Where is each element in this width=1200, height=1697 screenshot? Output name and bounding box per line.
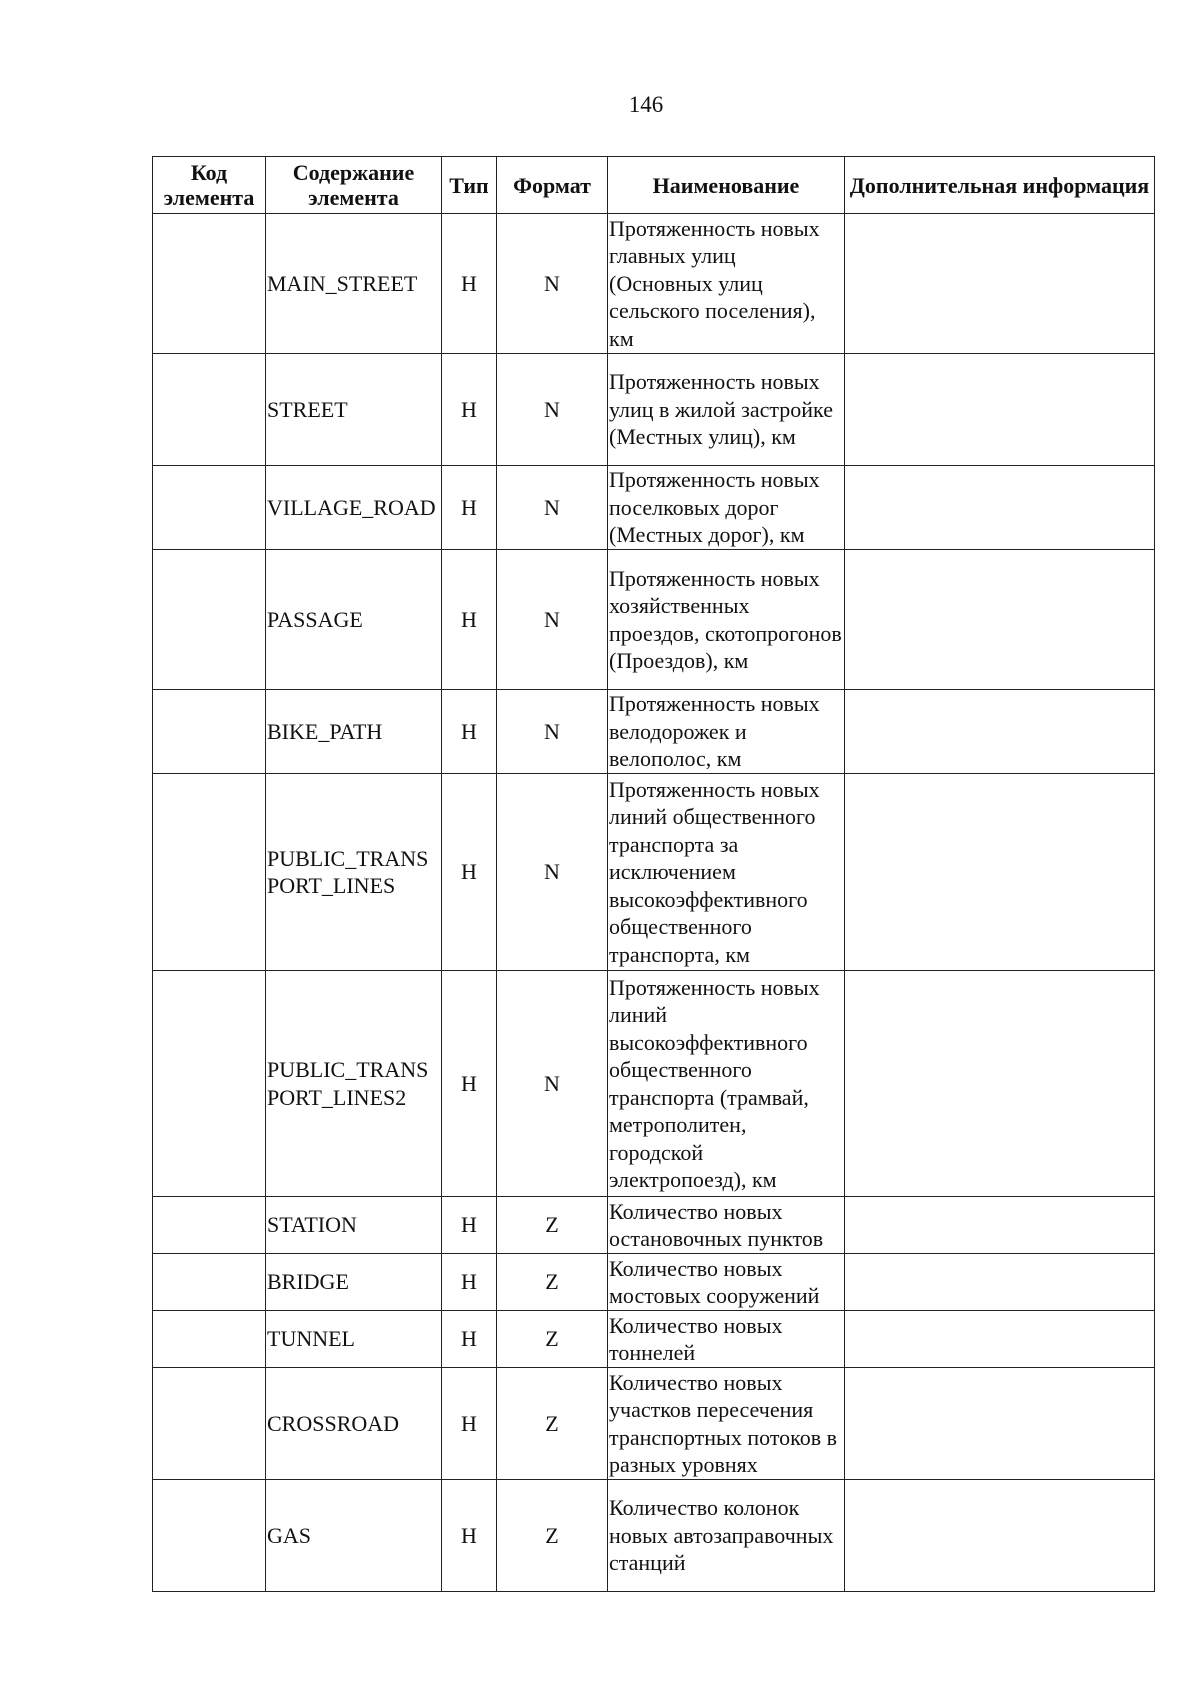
- cell-name: Протяженность новых линий общественного транспорта за исключением высокоэффективного общественного транспорта, км: [608, 774, 845, 971]
- cell-format: Z: [497, 1197, 608, 1254]
- cell-extra: [845, 1368, 1155, 1480]
- table-row: [153, 1197, 1155, 1254]
- cell-code: [153, 354, 266, 466]
- cell-name: Протяженность новых поселковых дорог (Местных дорог), км: [608, 466, 845, 550]
- element-spec-table: [152, 156, 1155, 1592]
- cell-format: N: [497, 550, 608, 690]
- cell-name: Протяженность новых хозяйственных проездов, скотопрогонов (Проездов), км: [608, 550, 845, 690]
- cell-format: Z: [497, 1311, 608, 1368]
- table-row: [153, 1311, 1155, 1368]
- cell-type: H: [442, 1197, 497, 1254]
- table-row: [153, 214, 1155, 354]
- cell-extra: [845, 466, 1155, 550]
- cell-type: H: [442, 1311, 497, 1368]
- cell-code: [153, 1254, 266, 1311]
- cell-extra: [845, 1254, 1155, 1311]
- cell-code: [153, 466, 266, 550]
- header-format: Формат: [497, 157, 608, 214]
- table-row: [153, 466, 1155, 550]
- cell-extra: [845, 550, 1155, 690]
- cell-name: Протяженность новых главных улиц (Основных улиц сельского поселения), км: [608, 214, 845, 354]
- cell-name: Протяженность новых линий высокоэффективного общественного транспорта (трамвай, метрополитен, городской электропоезд), км: [608, 971, 845, 1197]
- cell-format: N: [497, 354, 608, 466]
- cell-code: [153, 1197, 266, 1254]
- cell-content: MAIN_STREET: [266, 214, 442, 354]
- cell-name: Количество новых остановочных пунктов: [608, 1197, 845, 1254]
- cell-content: CROSSROAD: [266, 1368, 442, 1480]
- header-type: Тип: [442, 157, 497, 214]
- cell-code: [153, 774, 266, 971]
- table-row: [153, 1480, 1155, 1592]
- table-row: [153, 354, 1155, 466]
- cell-code: [153, 550, 266, 690]
- cell-format: N: [497, 774, 608, 971]
- cell-type: H: [442, 354, 497, 466]
- cell-extra: [845, 1311, 1155, 1368]
- page-number: 146: [628, 92, 664, 117]
- cell-extra: [845, 354, 1155, 466]
- cell-type: H: [442, 1480, 497, 1592]
- cell-name: Количество новых мостовых сооружений: [608, 1254, 845, 1311]
- cell-name: Количество новых участков пересечения транспортных потоков в разных уровнях: [608, 1368, 845, 1480]
- cell-type: H: [442, 971, 497, 1197]
- cell-content: STREET: [266, 354, 442, 466]
- cell-name: Количество колонок новых автозаправочных станций: [608, 1480, 845, 1592]
- cell-format: Z: [497, 1480, 608, 1592]
- cell-code: [153, 1311, 266, 1368]
- cell-content: PASSAGE: [266, 550, 442, 690]
- cell-type: H: [442, 774, 497, 971]
- cell-format: N: [497, 214, 608, 354]
- cell-content: PUBLIC_TRANSPORT_LINES: [266, 774, 442, 971]
- cell-extra: [845, 971, 1155, 1197]
- cell-content: GAS: [266, 1480, 442, 1592]
- header-content: Содержание элемента: [266, 157, 442, 214]
- table-row: [153, 1254, 1155, 1311]
- cell-content: BRIDGE: [266, 1254, 442, 1311]
- cell-code: [153, 690, 266, 774]
- cell-format: N: [497, 690, 608, 774]
- cell-content: VILLAGE_ROAD: [266, 466, 442, 550]
- header-name: Наименование: [608, 157, 845, 214]
- cell-format: N: [497, 971, 608, 1197]
- cell-format: N: [497, 466, 608, 550]
- cell-extra: [845, 690, 1155, 774]
- cell-name: Протяженность новых велодорожек и велополос, км: [608, 690, 845, 774]
- cell-type: H: [442, 214, 497, 354]
- cell-code: [153, 1480, 266, 1592]
- cell-format: Z: [497, 1254, 608, 1311]
- cell-extra: [845, 774, 1155, 971]
- cell-format: Z: [497, 1368, 608, 1480]
- cell-content: TUNNEL: [266, 1311, 442, 1368]
- cell-name: Количество новых тоннелей: [608, 1311, 845, 1368]
- cell-type: H: [442, 1254, 497, 1311]
- cell-extra: [845, 1197, 1155, 1254]
- table-header-row: [153, 157, 1155, 214]
- cell-type: H: [442, 550, 497, 690]
- cell-code: [153, 214, 266, 354]
- table-row: [153, 1368, 1155, 1480]
- table-row: [153, 690, 1155, 774]
- header-extra: Дополнительная информация: [845, 157, 1155, 214]
- cell-extra: [845, 1480, 1155, 1592]
- cell-content: STATION: [266, 1197, 442, 1254]
- cell-extra: [845, 214, 1155, 354]
- cell-content: BIKE_PATH: [266, 690, 442, 774]
- table-row: [153, 971, 1155, 1197]
- header-code: Код элемента: [153, 157, 266, 214]
- cell-type: H: [442, 690, 497, 774]
- cell-content: PUBLIC_TRANSPORT_LINES2: [266, 971, 442, 1197]
- cell-type: H: [442, 466, 497, 550]
- table-row: [153, 550, 1155, 690]
- cell-code: [153, 971, 266, 1197]
- table-row: [153, 774, 1155, 971]
- cell-code: [153, 1368, 266, 1480]
- cell-name: Протяженность новых улиц в жилой застройке (Местных улиц), км: [608, 354, 845, 466]
- cell-type: H: [442, 1368, 497, 1480]
